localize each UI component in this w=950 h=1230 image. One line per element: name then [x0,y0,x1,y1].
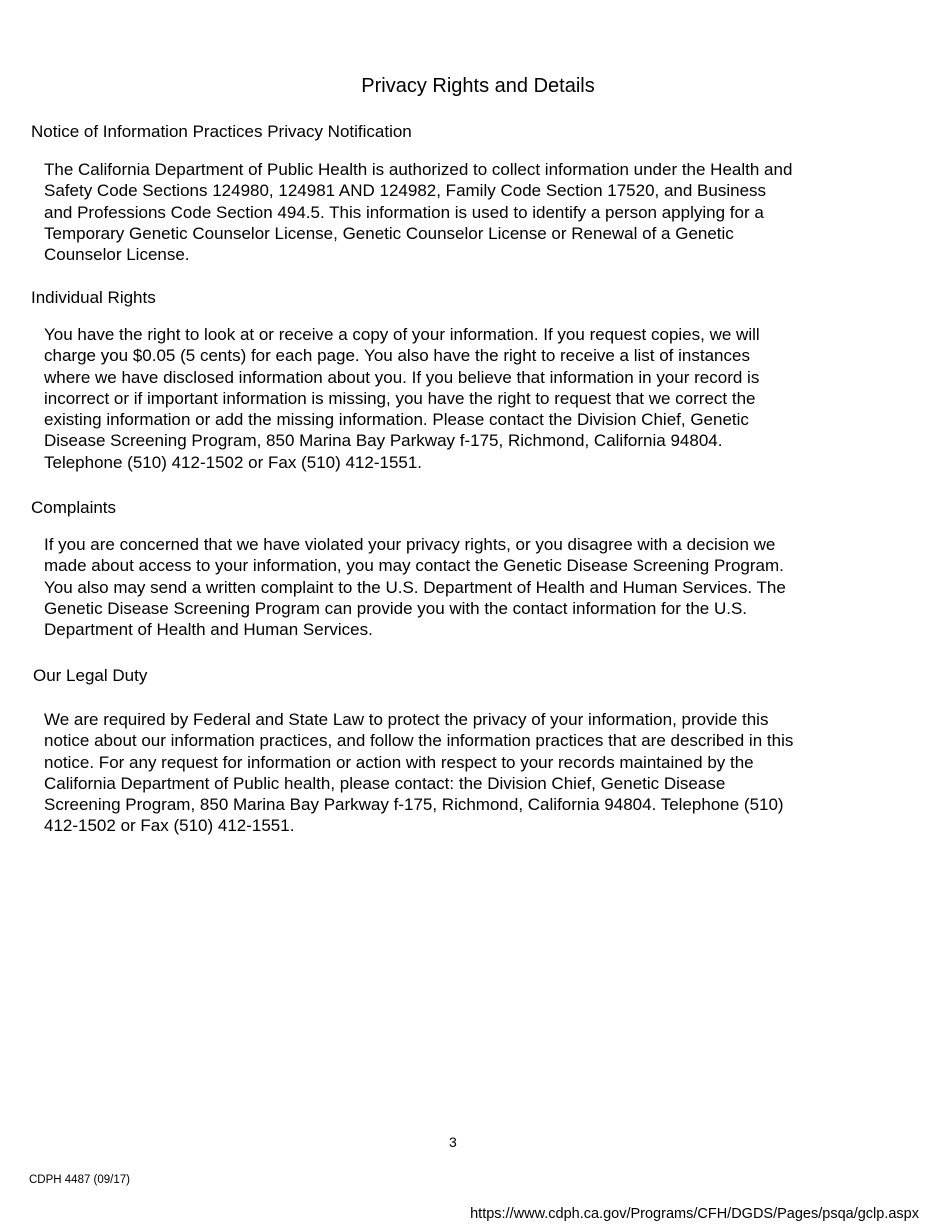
paragraph-line: charge you $0.05 (5 cents) for each page. You also have the right to receive a list of instances [44,346,750,366]
paragraph-line: Telephone (510) 412-1502 or Fax (510) 412-1551. [44,452,423,472]
footer-url: https://www.cdph.ca.gov/Programs/CFH/DGDS/Pages/psqa/gclp.aspx [470,1206,919,1222]
paragraph-line: where we have disclosed information about you. If you believe that information in your record is [44,367,760,387]
section-heading-notice-of-information-practices: Notice of Information Practices Privacy Notification [31,122,412,141]
paragraph-line: You have the right to look at or receive a copy of your information. If you request copies, we will [44,325,760,344]
paragraph-line: notice. For any request for information or action with respect to your records maintained by the [44,752,754,772]
section-heading-our-legal-duty: Our Legal Duty [33,666,148,685]
paragraph-line: notice about our information practices, and follow the information practices that are described in this [44,731,794,751]
section-heading-complaints: Complaints [31,498,117,517]
paragraph-line: Department of Health and Human Services. [44,620,373,640]
paragraph-line: incorrect or if important information is missing, you have the right to request that we correct the [44,388,756,408]
form-id: CDPH 4487 (09/17) [29,1174,130,1186]
paragraph-line: You also may send a written complaint to the U.S. Department of Health and Human Services. The [44,577,786,597]
paragraph-line: Disease Screening Program, 850 Marina Bay Parkway f-175, Richmond, California 94804. [44,431,723,451]
paragraph-line: made about access to your information, you may contact the Genetic Disease Screening Program. [44,556,784,576]
section-heading-individual-rights: Individual Rights [31,288,156,307]
paragraph-line: If you are concerned that we have violated your privacy rights, or you disagree with a decision we [44,535,776,554]
section-body-notice-of-information-practices [44,159,924,265]
paragraph-line: Safety Code Sections 124980, 124981 AND 124982, Family Code Section 17520, and Business [44,181,767,201]
paragraph-line: We are required by Federal and State Law to protect the privacy of your information, provide this [44,710,769,729]
section-body-individual-rights [44,324,924,473]
paragraph-line: The California Department of Public Health is authorized to collect information under the Health and [44,160,793,179]
paragraph-line: existing information or add the missing information. Please contact the Division Chief, Genetic [44,410,749,430]
paragraph-line: 412-1502 or Fax (510) 412-1551. [44,816,295,836]
paragraph-line: and Professions Code Section 494.5. This information is used to identify a person applying for a [44,202,764,222]
paragraph-line: Counselor License. [44,245,190,265]
paragraph-line: Screening Program, 850 Marina Bay Parkway f-175, Richmond, California 94804. Telephone (510) [44,795,784,815]
page-title: Privacy Rights and Details [361,75,595,97]
paragraph-line: California Department of Public health, please contact: the Division Chief, Genetic Disease [44,773,726,793]
page-number: 3 [449,1134,457,1150]
paragraph-line: Temporary Genetic Counselor License, Genetic Counselor License or Renewal of a Genetic [44,223,734,243]
paragraph-line: Genetic Disease Screening Program can provide you with the contact information for the U.S. [44,598,748,618]
section-body-our-legal-duty [44,709,924,837]
section-body-complaints [44,534,924,640]
